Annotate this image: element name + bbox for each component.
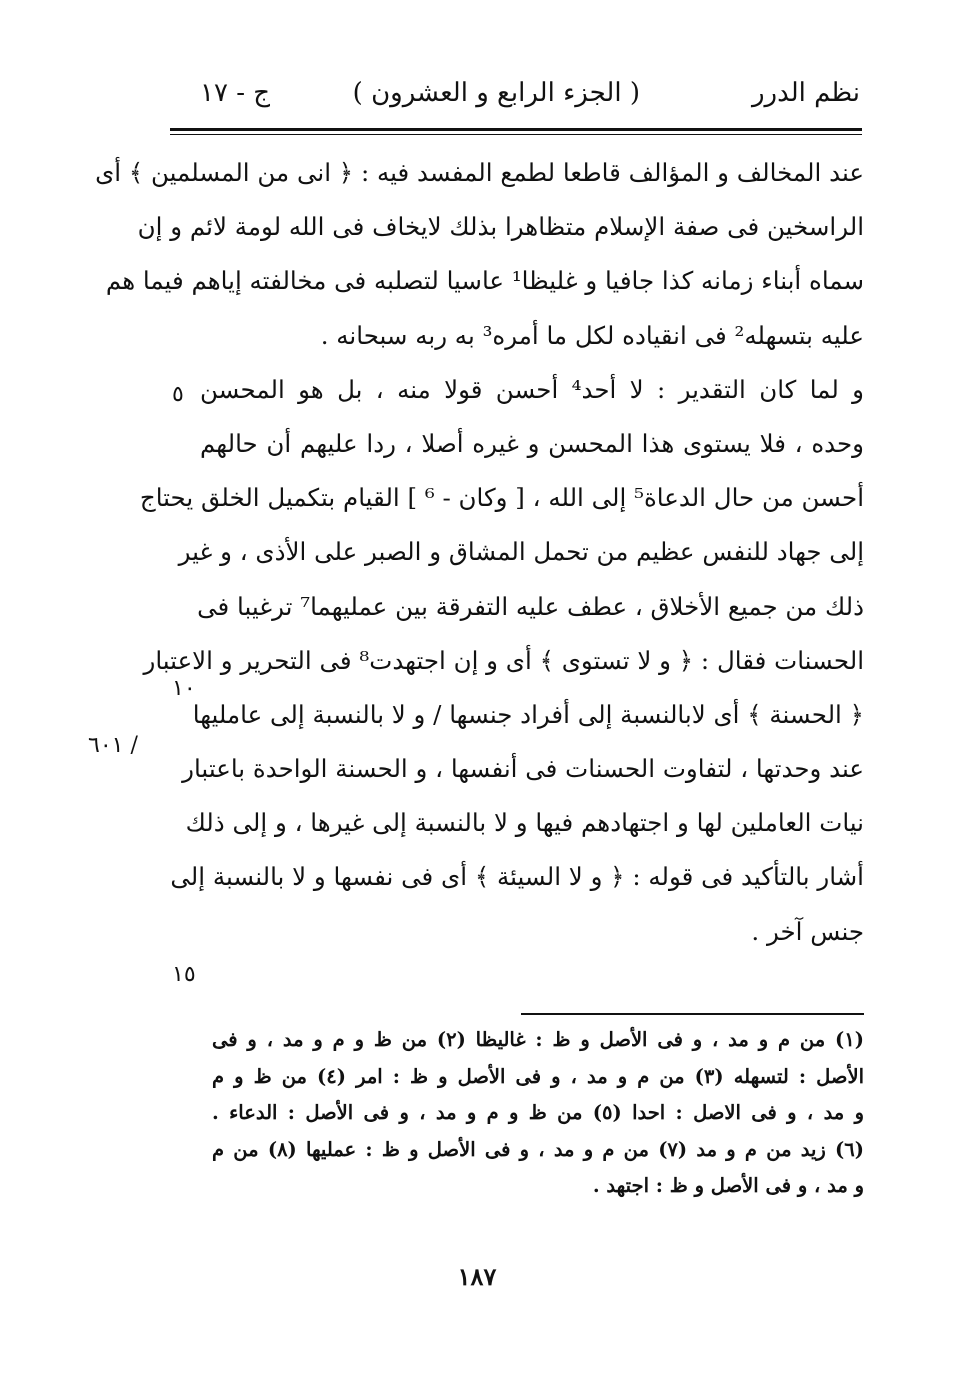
- text-line: ﴿ الحسنة ﴾ أى لابالنسبة إلى أفراد جنسها / و لا بالنسبة إلى عامليها: [192, 699, 864, 729]
- text-line: عند المخالف و المؤالف قاطعا لطمع المفسد فيه : ﴿ انى من المسلمين ﴾ أى: [95, 158, 864, 187]
- text-line: الراسخين فى صفة الإسلام متظاهرا بذلك لايخاف فى الله لومة لائم و إن: [137, 212, 864, 242]
- text-line: و لما كان التقدير : لا أحد⁴ أحسن قولا منه ، بل هو المحسن: [200, 374, 864, 404]
- footnote-line: (١) من م و مد ، و فى الأصل و ظ : غاليظا (٢) من ظ و م و مد ، و فى: [212, 1028, 864, 1051]
- text-line: نيات العاملين لها و اجتهادهم فيها و لا بالنسبة إلى غيرها ، و إلى ذلك: [185, 808, 864, 838]
- text-line: أشار بالتأكيد فى قوله : ﴿ و لا السيئة ﴾ أى فى نفسها و لا بالنسبة إلى: [170, 862, 864, 892]
- line-number-5: ٥: [172, 382, 184, 407]
- text-line: سماه أبناء زمانه كذا جافيا و غليظا¹ عاسيا لتصلبه فى مخالفته إياهم فيما هم: [105, 266, 864, 296]
- text-line: وحده ، فلا يستوى هذا المحسن و غيره أصلا ، ردا عليهم أن حالهم: [200, 428, 864, 458]
- text-line: جنس آخر .: [751, 916, 864, 946]
- header-part-title: ( الجزء الرابع و العشرون ): [352, 78, 640, 108]
- text-line: أحسن من حال الدعاة⁵ إلى الله ، [ وكان - ⁶ ] القيام بتكميل الخلق يحتاج: [139, 483, 864, 513]
- header-rule-thick: [170, 128, 862, 131]
- footnote-line: (٦) زيد من م و مد (٧) من م و مد ، و فى الأصل و ظ : عمليها (٨) من م: [212, 1137, 864, 1161]
- footnote-line: و مد ، و فى الأصل و ظ : اجتهد .: [592, 1174, 864, 1198]
- text-line: إلى جهاد للنفس عظيم من تحمل المشاق و الصبر على الأذى ، و غير: [178, 537, 864, 567]
- footnote-line: الأصل : لتسهله (٣) من م و مد ، و فى الأصل و ظ : امر (٤) من ظ و م: [212, 1064, 864, 1088]
- manuscript-folio-marker: ٦٠١ /: [88, 733, 138, 758]
- text-line: ذلك من جميع الأخلاق ، عطف عليه التفرقة بين عمليهما⁷ ترغيبا فى: [197, 591, 864, 621]
- header-book-title: نظم الدرر: [751, 78, 860, 108]
- page-number: ١٨٧: [457, 1262, 497, 1291]
- footnote-line: و مد ، و فى الاصل : احدا (٥) من ظ و م و مد ، و فى الأصل : الدعاء .: [212, 1101, 865, 1125]
- text-line: عند وحدتها ، لتفاوت الحسنات فى أنفسها ، و الحسنة الواحدة باعتبار: [182, 754, 864, 784]
- header-rule-thin: [170, 134, 862, 135]
- header-volume: ج - ١٧: [200, 78, 271, 108]
- text-line: الحسنات فقال : ﴿ و لا تستوى ﴾ أى و إن اجتهدت⁸ فى التحرير و الاعتبار: [143, 645, 864, 675]
- running-header: [170, 78, 860, 118]
- text-line: عليه بتسهله² فى انقياده لكل ما أمره³ به ربه سبحانه .: [320, 320, 864, 350]
- footnotes: [212, 1022, 864, 1205]
- footnote-separator: [521, 1013, 864, 1015]
- line-number-15: ١٥: [172, 962, 196, 987]
- line-number-10: ١٠: [172, 676, 196, 701]
